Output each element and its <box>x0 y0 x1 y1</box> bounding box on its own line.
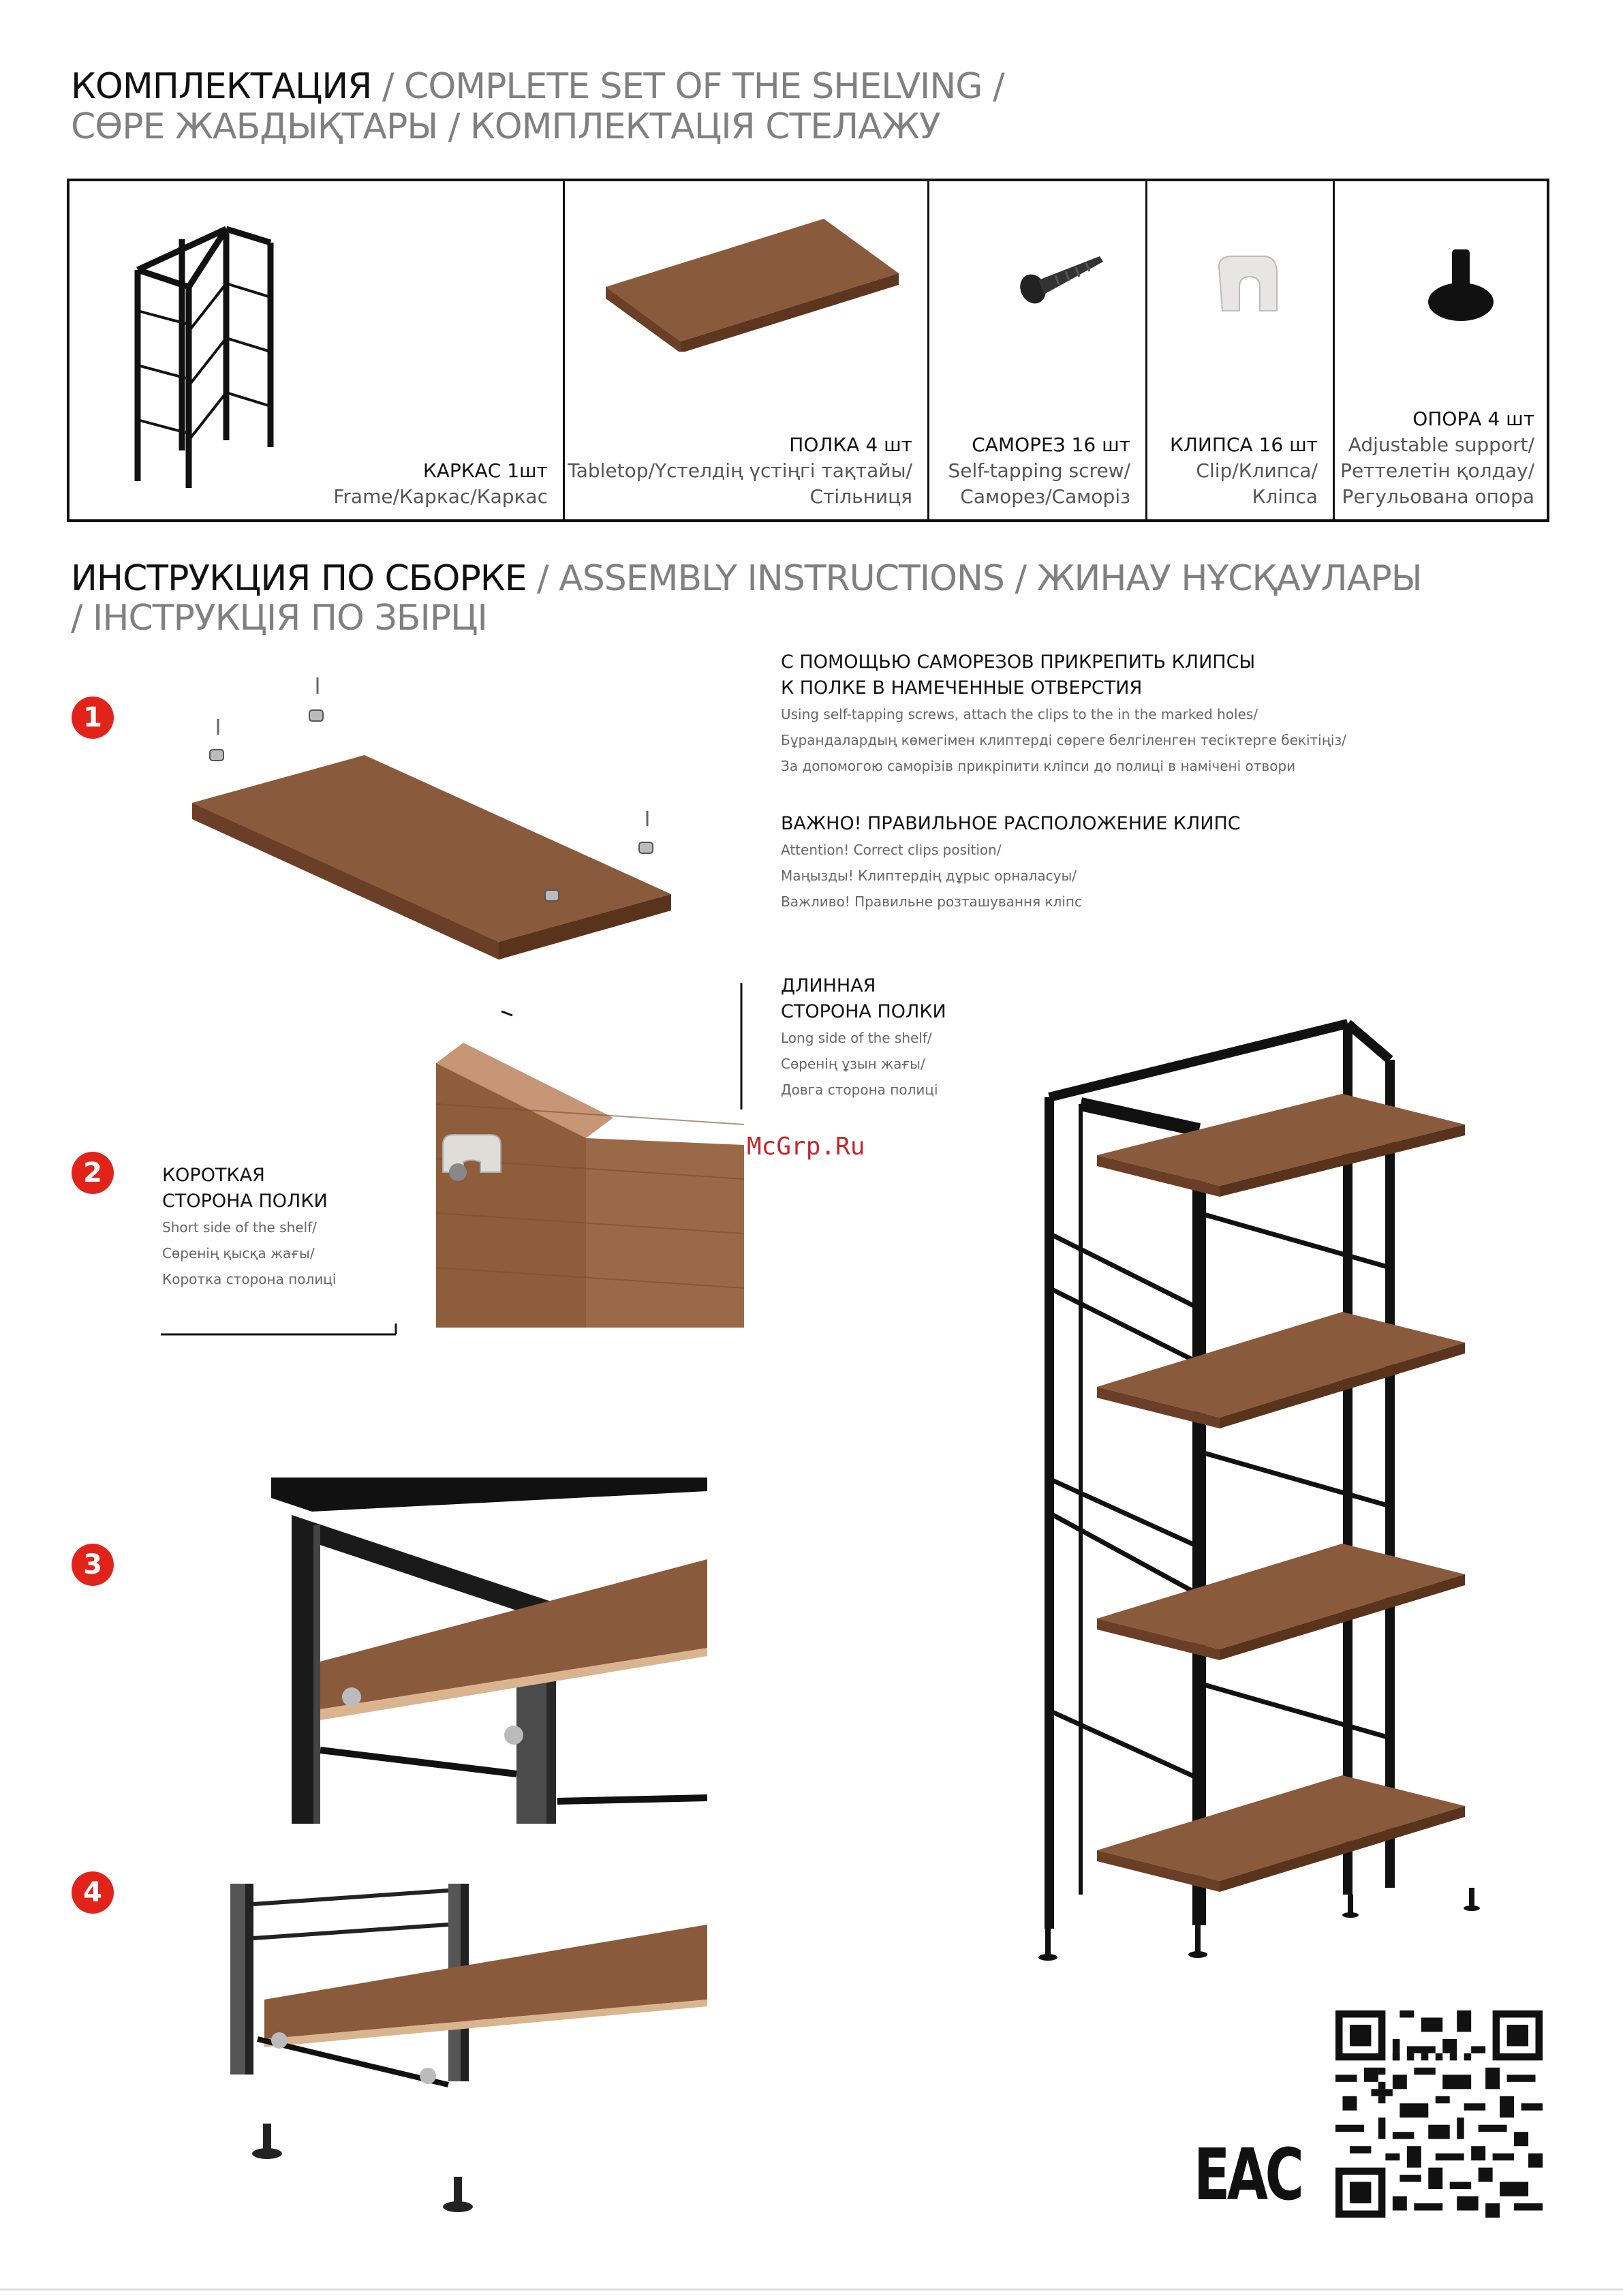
step1-sub-2: Бұрандалардың көмегімен клиптерді сөреге белгіленген тесіктерге бекітіңіз/ <box>781 732 1346 748</box>
shelf-image <box>599 209 906 352</box>
important-main: ВАЖНО! ПРАВИЛЬНОЕ РАСПОЛОЖЕНИЕ КЛИПС <box>781 813 1241 834</box>
frame-desc: Frame/Каркас/Каркас <box>333 485 548 508</box>
long-side-label <box>781 973 946 1103</box>
step3-frame-closeup <box>271 1478 707 1824</box>
shelf-name: ПОЛКА 4 шт <box>789 433 912 456</box>
step1-sub-3: За допомогою саморізів прикріпити кліпси до полиці в намічені отвори <box>781 758 1296 774</box>
support-desc-2: Реттелетін қолдау/ <box>1340 459 1534 482</box>
screw-label <box>948 432 1130 510</box>
step-1-badge: 1 <box>72 697 114 739</box>
frame-name: КАРКАС 1шт <box>422 459 548 482</box>
step1-main-1: С ПОМОЩЬЮ САМОРЕЗОВ ПРИКРЕПИТЬ КЛИПСЫ <box>781 652 1256 673</box>
screw-desc-1: Self-tapping screw/ <box>948 459 1130 482</box>
short-side-label <box>162 1163 336 1292</box>
shelf-label <box>568 432 912 510</box>
step4-legs-closeup <box>230 1884 707 2218</box>
long-side-main-2: СТОРОНА ПОЛКИ <box>781 1001 946 1022</box>
component-clip <box>1147 181 1335 519</box>
long-side-sub-2: Сөренің ұзын жағы/ <box>781 1056 925 1072</box>
short-side-main-2: СТОРОНА ПОЛКИ <box>162 1191 328 1212</box>
step-3-badge: 3 <box>72 1544 114 1586</box>
short-side-sub-1: Short side of the shelf/ <box>162 1219 317 1236</box>
clip-name: КЛИПСА 16 шт <box>1170 433 1318 456</box>
assembly-title-main: ИНСТРУКЦИЯ ПО СБОРКЕ <box>71 558 527 599</box>
component-screw <box>929 181 1147 519</box>
clip-desc-2: Кліпса <box>1252 485 1318 508</box>
important-sub-2: Маңызды! Клиптердің дұрыс орналасуы/ <box>781 868 1077 884</box>
step1-shelf-image <box>184 668 681 968</box>
clip-icon <box>1212 253 1280 321</box>
step1-instructions <box>781 649 1346 779</box>
assembly-title <box>71 557 1422 600</box>
bottom-rule <box>0 2289 1623 2291</box>
step-4-badge: 4 <box>72 1871 114 1914</box>
shelf-desc-2: Стільниця <box>809 485 912 508</box>
important-sub-3: Важливо! Правильне розташування кліпс <box>781 893 1082 910</box>
qr-code[interactable] <box>1335 2010 1543 2218</box>
support-desc-3: Регульована опора <box>1342 485 1534 508</box>
screw-icon <box>1018 249 1107 311</box>
set-title-line2 <box>71 106 940 148</box>
set-title-line2-text: СӨРЕ ЖАБДЫҚТАРЫ / КОМПЛЕКТАЦІЯ СТЕЛАЖУ <box>71 106 940 147</box>
important-note <box>781 811 1241 915</box>
step1-main-2: К ПОЛКЕ В НАМЕЧЕННЫЕ ОТВЕРСТИЯ <box>781 677 1143 699</box>
short-side-main-1: КОРОТКАЯ <box>162 1165 265 1186</box>
clip-desc-1: Clip/Клипса/ <box>1196 459 1318 482</box>
support-icon <box>1423 246 1498 328</box>
short-side-sub-2: Сөренің қысқа жағы/ <box>162 1245 315 1261</box>
long-side-main-1: ДЛИННАЯ <box>781 975 876 996</box>
screw-desc-2: Саморез/Саморіз <box>960 485 1130 508</box>
assembled-shelving-image <box>1036 1009 1513 1990</box>
short-side-sub-3: Коротка сторона полиці <box>162 1271 337 1287</box>
component-frame <box>69 181 565 519</box>
support-label <box>1340 406 1534 510</box>
eac-mark: EAC <box>1194 2133 1301 2216</box>
set-title-main: КОМПЛЕКТАЦИЯ <box>71 66 372 107</box>
long-side-sub-3: Довга сторона полиці <box>781 1082 938 1098</box>
frame-image <box>124 202 288 488</box>
screw-name: САМОРЕЗ 16 шт <box>972 433 1130 456</box>
component-shelf <box>565 181 929 519</box>
shelf-desc-1: Tabletop/Үстелдің үстіңгі тақтайы/ <box>568 459 912 482</box>
watermark: McGrp.Ru <box>747 1133 865 1161</box>
long-side-sub-1: Long side of the shelf/ <box>781 1030 932 1046</box>
support-desc-1: Adjustable support/ <box>1348 433 1534 456</box>
important-sub-1: Attention! Correct clips position/ <box>781 842 1002 858</box>
set-title <box>71 65 1004 108</box>
support-name: ОПОРА 4 шт <box>1412 408 1534 430</box>
components-table <box>67 179 1549 522</box>
step-2-badge: 2 <box>72 1152 114 1194</box>
assembly-title-line2 <box>71 597 487 639</box>
step1-sub-1: Using self-tapping screws, attach the clips to the in the marked holes/ <box>781 706 1258 722</box>
clip-label <box>1170 432 1318 510</box>
frame-label <box>333 458 548 510</box>
component-support <box>1335 181 1549 519</box>
assembly-title-rest: / ASSEMBLY INSTRUCTIONS / ЖИНАУ НҰСҚАУЛАРЫ <box>526 558 1422 599</box>
assembly-title-line2-text: / ІНСТРУКЦІЯ ПО ЗБІРЦІ <box>71 598 487 639</box>
set-title-rest: / COMPLETE SET OF THE SHELVING / <box>371 66 1004 107</box>
